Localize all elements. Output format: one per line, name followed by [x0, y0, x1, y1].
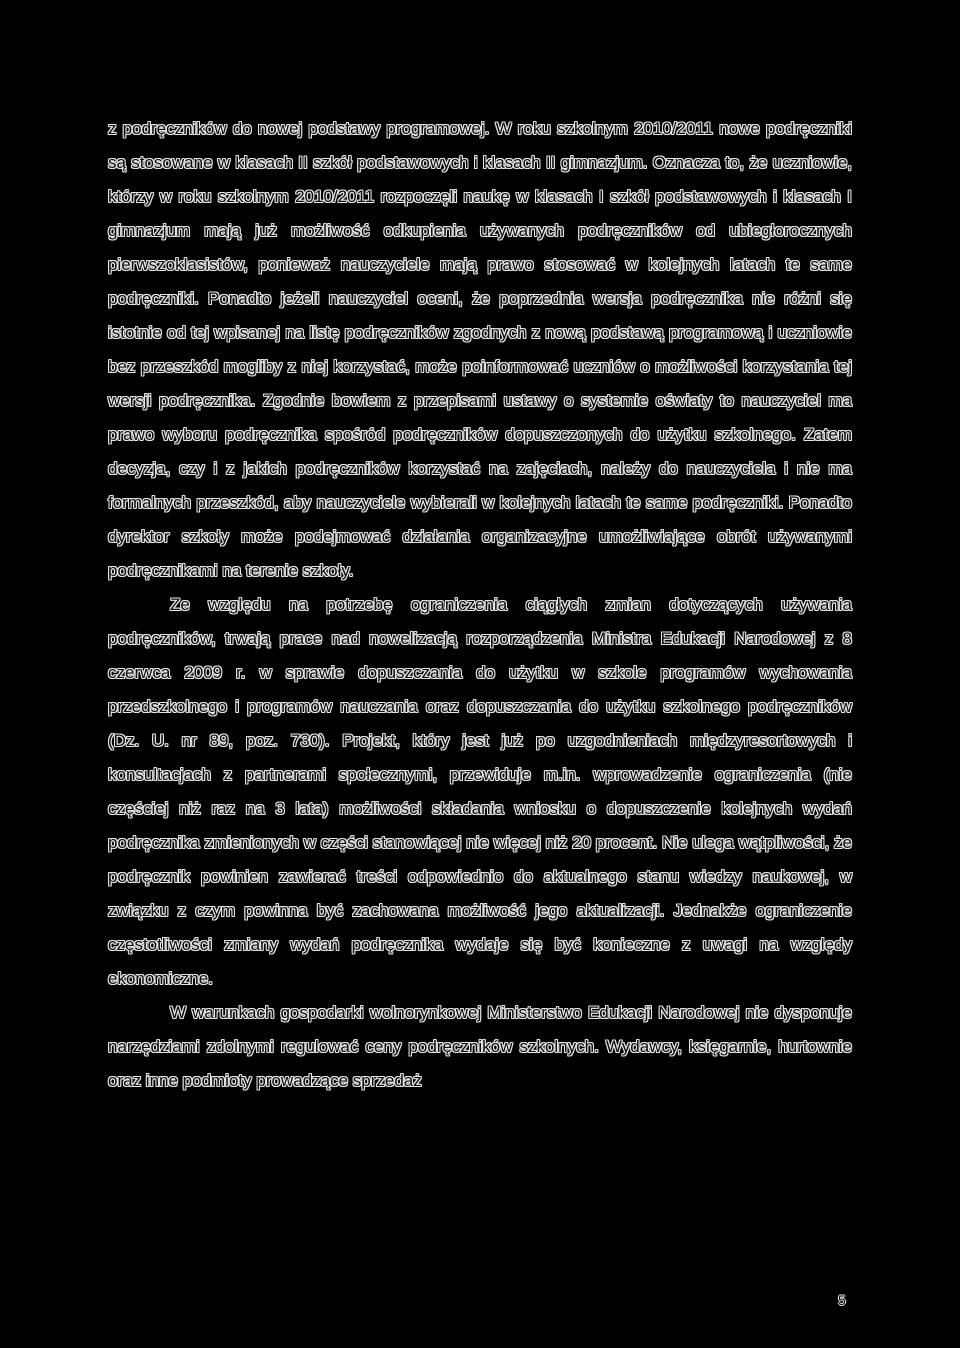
paragraph-3: W warunkach gospodarki wolnorynkowej Ministerstwo Edukacji Narodowej nie dysponuje narzędziami zdolnymi regulować ceny podręczników szkolnych. Wydawcy, księgarnie, hurtownie oraz inne podmioty prowadzące sprzedaż [108, 1003, 852, 1090]
body-text [108, 112, 852, 1098]
paragraph-2: Ze względu na potrzebę ograniczenia ciągłych zmian dotyczących używania podręczników, trwają prace nad nowelizacją rozporządzenia Ministra Edukacji Narodowej z 8 czerwca 2009 r. w sprawie dopuszczania do użytku w szkole programów wychowania przedszkolnego i programów nauczania oraz dopuszczania do użytku szkolnego podręczników (Dz. U. nr 89, poz. 730). Projekt, który jest już po uzgodnieniach międzyresortowych i konsultacjach z partnerami społecznymi, przewiduje m.in. wprowadzenie ograniczenia (nie częściej niż raz na 3 lata) możliwości składania wniosku o dopuszczenie kolejnych wydań podręcznika zmienionych w części stanowiącej nie więcej niż 20 procent. Nie ulega wątpliwości, że podręcznik powinien zawierać treści odpowiednio do aktualnego stanu wiedzy naukowej, w związku z czym powinna być zachowana możliwość jego aktualizacji. Jednakże ograniczenie częstotliwości zmiany wydań podręcznika wydaje się być konieczne z uwagi na względy ekonomiczne. [108, 595, 852, 988]
page-number: 5 [838, 1292, 846, 1308]
paragraph-1: z podręczników do nowej podstawy programowej. W roku szkolnym 2010/2011 nowe podręczniki są stosowane w klasach II szkół podstawowych i klasach II gimnazjum. Oznacza to, że uczniowie, którzy w roku szkolnym 2010/2011 rozpoczęli naukę w klasach I szkół podstawowych i klasach I gimnazjum mają już możliwość odkupienia używanych podręczników od ubiegłorocznych pierwszoklasistów, ponieważ nauczyciele mają prawo stosować w kolejnych latach te same podręczniki. Ponadto jeżeli nauczyciel oceni, że poprzednia wersja podręcznika nie różni się istotnie od tej wpisanej na listę podręczników zgodnych z nową podstawą programową i uczniowie bez przeszkód mogliby z niej korzystać, może poinformować uczniów o możliwości korzystania tej wersji podręcznika. Zgodnie bowiem z przepisami ustawy o systemie oświaty to nauczyciel ma prawo wyboru podręcznika spośród podręczników dopuszczonych do użytku szkolnego. Zatem decyzja, czy i z jakich podręczników korzystać na zajęciach, należy do nauczyciela i nie ma formalnych przeszkód, aby nauczyciele wybierali w kolejnych latach te same podręczniki. Ponadto dyrektor szkoły może podejmować działania organizacyjne umożliwiające obrót używanymi podręcznikami na terenie szkoły. [108, 119, 852, 580]
